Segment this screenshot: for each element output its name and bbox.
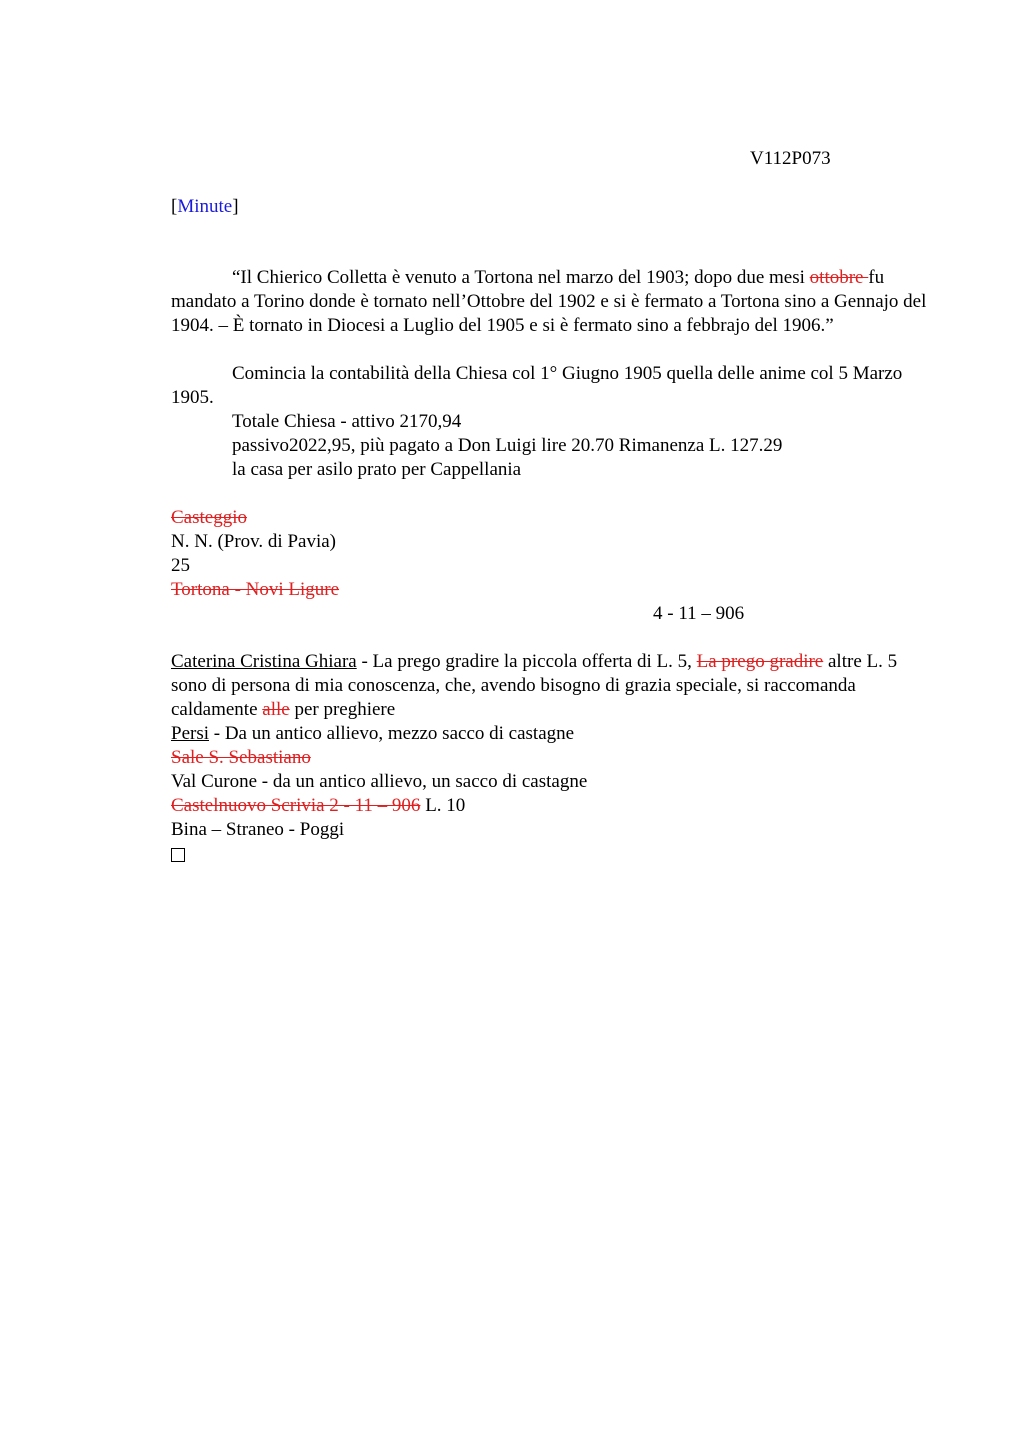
address-deleted-casteggio: Casteggio <box>171 507 247 528</box>
entry-sale-deleted: Sale S. Sebastiano <box>171 747 311 768</box>
persi-name: Persi <box>171 723 209 744</box>
address-deleted-tortona: Tortona - Novi Ligure <box>171 579 340 600</box>
caterina-text-b: altre L. 5 sono di persona di mia conoscenza, che, avendo bisogno di grazia speciale, si raccomanda caldamente <box>171 651 898 720</box>
persi-text: - Da un antico allievo, mezzo sacco di castagne <box>209 723 575 744</box>
accounts-passivo: passivo2022,95, più pagato a Don Luigi lire 20.70 Rimanenza L. 127.29 <box>232 435 783 456</box>
colletta-paragraph <box>171 266 931 338</box>
address-line-nn: N. N. (Prov. di Pavia) <box>171 531 336 552</box>
checkbox-square-icon <box>171 848 185 862</box>
bracket-close: ] <box>232 196 239 217</box>
address-line-number: 25 <box>171 555 190 576</box>
accounts-totale: Totale Chiesa - attivo 2170,94 <box>232 411 462 432</box>
deleted-word-ottobre: ottobre <box>809 267 869 288</box>
entry-caterina <box>171 650 931 722</box>
entry-val-curone: Val Curone - da un antico allievo, un sacco di castagne <box>171 771 588 792</box>
colletta-text-a: “Il Chierico Colletta è venuto a Tortona nel marzo del 1903; dopo due mesi <box>232 267 810 288</box>
end-marker <box>171 842 931 869</box>
minute-tag <box>171 195 239 219</box>
spacer <box>171 626 931 650</box>
castelnuovo-deleted: Castelnuovo Scrivia 2 - 11 – 906 <box>171 795 421 816</box>
caterina-deleted-2: alle <box>262 699 290 720</box>
document-body <box>171 266 931 869</box>
entry-castelnuovo <box>171 794 931 818</box>
caterina-text-c: per preghiere <box>289 699 396 720</box>
spacer <box>171 482 931 506</box>
bracket-open: [ <box>171 196 178 217</box>
letter-date: 4 - 11 – 906 <box>653 603 745 624</box>
accounts-intro: Comincia la contabilità della Chiesa col 1° Giugno 1905 quella delle anime col 5 Marzo 1905. <box>171 363 903 408</box>
caterina-deleted-1: La prego gradire <box>696 651 824 672</box>
caterina-name: Caterina Cristina Ghiara <box>171 651 357 672</box>
castelnuovo-amount: L. 10 <box>420 795 466 816</box>
entry-names: Bina – Straneo - Poggi <box>171 819 345 840</box>
caterina-text-a: - La prego gradire la piccola offerta di L. 5, <box>356 651 697 672</box>
colletta-text-b: fu mandato a Torino donde è tornato nell’Ottobre del 1902 e si è fermato a Tortona sino a Gennajo del 1904. – È tornato in Diocesi a Luglio del 1905 e si è fermato sino a febbrajo del 1906.” <box>171 267 927 336</box>
page-identifier: V112P073 <box>750 148 831 169</box>
minute-link[interactable]: Minute <box>177 196 233 217</box>
accounts-casa: la casa per asilo prato per Cappellania <box>232 459 522 480</box>
entry-persi <box>171 722 931 746</box>
spacer <box>171 338 931 362</box>
